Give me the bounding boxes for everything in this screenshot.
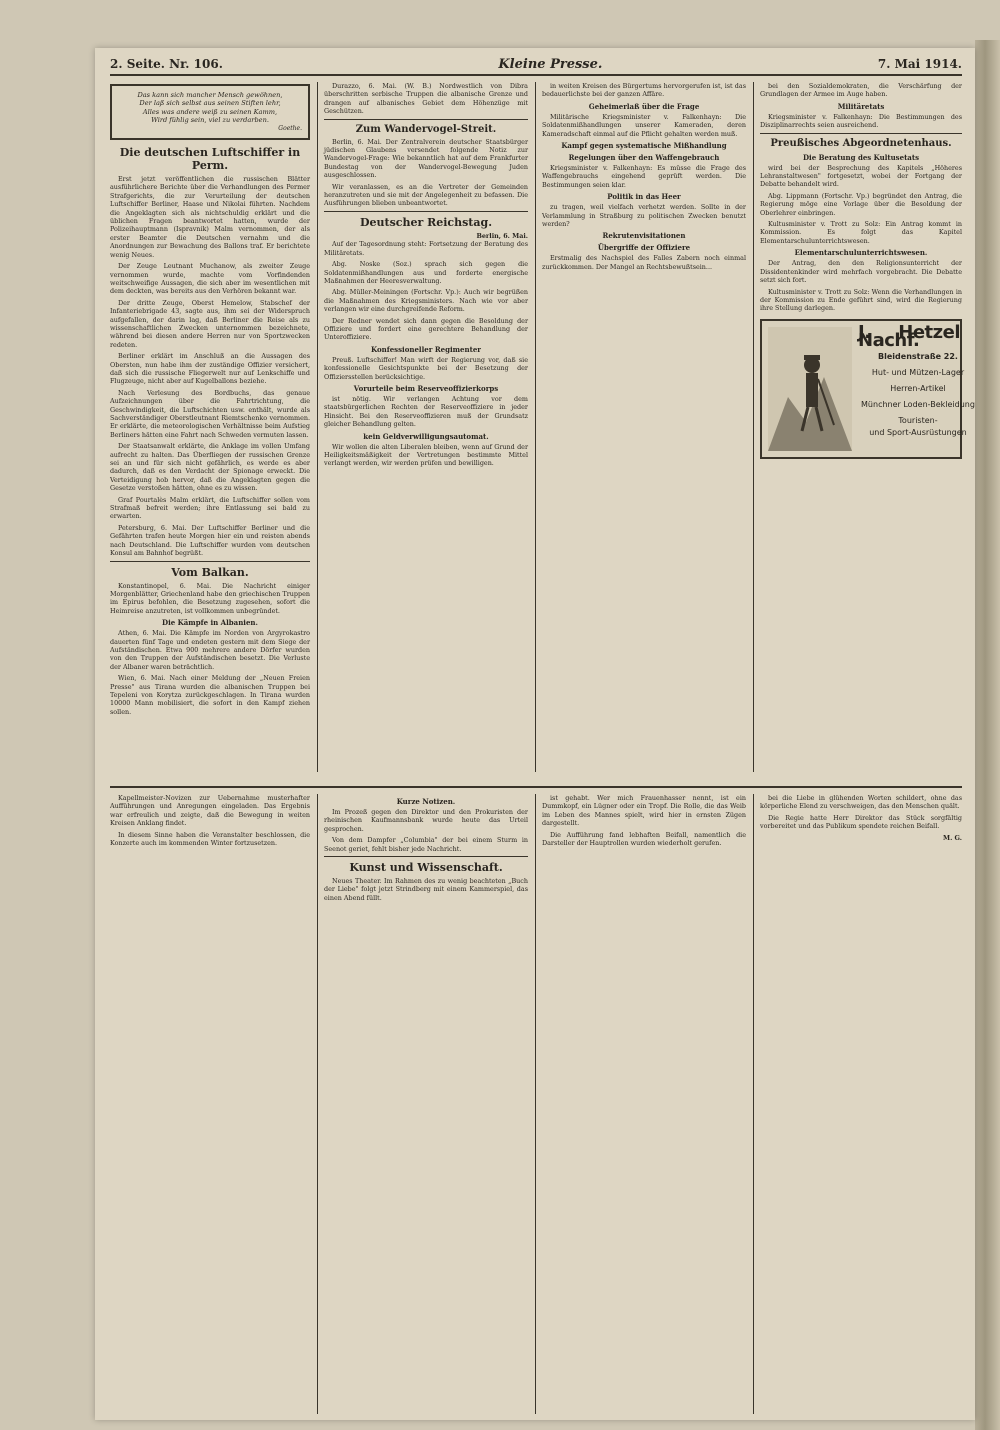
author-signature: M. G.	[943, 833, 962, 842]
article-headline: Kurze Notizen.	[396, 797, 456, 806]
column-rule	[535, 794, 536, 1414]
mountaineer-illustration	[768, 327, 852, 451]
article-subheading: Kampf gegen systematische Mißhandlung	[561, 141, 727, 151]
column-rule	[317, 82, 318, 772]
column-4	[760, 82, 975, 770]
column-rule	[753, 82, 754, 772]
article-paragraph: bei den Sozialdemokraten, die Verschärfung der Grundlagen der Armee im Auge haben.	[760, 82, 962, 99]
separator	[324, 119, 528, 120]
article-paragraph: Erstmalig des Nachspiel des Falles Zabern noch einmal zurückkommen. Der Mangel an Rechtsbewußtsein...	[542, 254, 746, 271]
article-subheading: Regelungen über den Waffengebrauch	[568, 153, 720, 163]
section-rule	[110, 786, 962, 788]
bottom-column-2	[324, 794, 528, 1412]
article-paragraph: Graf Pourtalès Malm erklärt, die Luftschiffer sollen vom Strafmaß befreit werden; ihre Entlassung sei bald zu erwarten.	[110, 495, 310, 521]
ad-line: Münchner Loden-Bekleidung	[861, 399, 975, 409]
article-paragraph: Durazzo, 6. Mai. (W. B.) Nordwestlich von Dibra überschritten serbische Truppen die albanische Grenze und drangen auf albanisches Gebiet dem Höhenzüge mit Geschützen.	[324, 82, 528, 116]
quote-line: Alles was andere weiß zu seinen Kamm,	[142, 107, 278, 116]
page-number: 2. Seite. Nr. 106.	[110, 57, 223, 71]
article-subheading: Konfessioneller Regimenter	[371, 344, 481, 354]
article-paragraph: Im Prozeß gegen den Direktor und den Prokuristen der rheinischen Kaufmannsbank wurde heute das Urteil gesprochen.	[324, 808, 528, 833]
article-subheading: Übergriffe der Offiziere	[597, 243, 691, 253]
column-1	[110, 82, 310, 770]
article-headline: Deutscher Reichstag.	[359, 215, 493, 229]
article-paragraph: Kultusminister v. Trott zu Solz: Wenn die Verhandlungen in der Kommission zu Ende geführt sind, wird die Regierung ihre Stellung darlegen.	[760, 287, 962, 313]
quote-author: Goethe.	[278, 124, 302, 132]
article-subheading: Militäretats	[837, 101, 885, 111]
column-3	[542, 82, 746, 770]
advertiser-name: J. Hetzel Nachf.	[858, 321, 960, 352]
quote-line: Wird fühlig sein, viel zu verdarben.	[151, 116, 269, 125]
article-paragraph: Berliner erklärt im Anschluß an die Aussagen des Obersten, nun habe ihm der zuständige Offizier versichert, daß sich die russische Fliegerwelt nur auf Lenkschiffe und Flugzeuge, nicht aber auf Kugelballons beziehe.	[110, 352, 310, 386]
issue-date: 7. Mai 1914.	[877, 57, 962, 71]
article-paragraph: Erst jetzt veröffentlichen die russischen Blätter ausführlichere Berichte über die Verhandlungen des Permer Strafgerichts, die zur Verurteilung der deutschen Luftschiffer Berliner, Haase und Nikolai führten. Nachdem die Angeklagten sich als nichtschuldig erklärt und die üblichen Fragen beantwortet hatten, wurde der Polizeihauptmann (Ispravnik) Malm vernommen, der als erster Beamter die Deutschen vernahm und die Anordnungen zur Bewachung des Ballons traf. Er berichtete wenig Neues.	[110, 175, 310, 259]
column-rule	[317, 794, 318, 1414]
article-lead: Auf der Tagesordnung steht: Fortsetzung der Beratung des Militäretats.	[324, 240, 528, 257]
dateline: Berlin, 6. Mai.	[476, 231, 528, 240]
article-subheading: Elementarschulunterrichtswesen.	[794, 248, 928, 258]
article-paragraph: Kultusminister v. Trott zu Solz: Ein Antrag kommt in Kommission. Es folgt das Kapitel Elementarschulunterrichtswesen.	[760, 220, 962, 245]
article-subheading: kein Geldverwilligungsautomat.	[363, 431, 489, 441]
article-subheading: Die Beratung des Kultusetats	[802, 152, 920, 162]
article-paragraph: ist gehabt. Wer mich Frauenhasser nennt, ist ein Dummkopf, ein Lügner oder ein Tropf. Die Rolle, die das Weib im Leben des Mannes spielt, wird hier in ernsten Zügen dargestellt.	[542, 794, 746, 828]
article-paragraph: Preuß. Luftschiffer! Man wirft der Regierung vor, daß sie konfessionelle Gesichtspunkte bei der Besetzung der Offiziersstellen berücksichtige.	[324, 355, 528, 381]
article-paragraph: Kriegsminister v. Falkenhayn: Es müsse die Frage des Waffengebrauchs eingehend geprüft werden. Die Bestimmungen seien klar.	[542, 164, 746, 189]
article-paragraph: Neues Theater. Im Rahmen des zu wenig beachteten „Buch der Liebe" folgt jetzt Strindberg mit einem Kammerspiel, das einen Abend füllt.	[324, 877, 528, 902]
article-paragraph: ist nötig. Wir verlangen Achtung vor dem staatsbürgerlichen Rechten der Reserveoffiziere in jeder Hinsicht. Bei den Reserveoffizieren muß der Grundsatz gleicher Behandlung gelten.	[324, 394, 528, 429]
ad-line: und Sport-Ausrüstungen	[869, 427, 967, 437]
article-paragraph: Militärische Kriegsminister v. Falkenhayn: Die Soldatenmißhandlungen unserer Kameraden, deren Kameradschaft einmal auf die Pflicht gehalten werden muß.	[542, 112, 746, 138]
article-paragraph: zu tragen, weil vielfach verhetzt werden. Sollte in der Verlammlung in Straßburg zu politischen Zwecken benutzt werden?	[542, 203, 746, 229]
article-headline: Kunst und Wissenschaft.	[349, 861, 503, 875]
bottom-column-4	[760, 794, 962, 1412]
column-rule	[535, 82, 536, 772]
separator	[110, 561, 310, 562]
article-paragraph: Der Staatsanwalt erklärte, die Anklage im vollen Umfang aufrecht zu halten. Das Überfliegen der russischen Grenze sei an und für sich nicht gefährlich, es werde es aber dadurch, daß es den Verdacht der Spionage erweckt. Die Verteidigung hob hervor, daß die Angeklagten gegen die Gesetze verstoßen hätten, ohne es zu wissen.	[110, 442, 310, 493]
article-subheading: Vorurteile beim Reserveoffizierkorps	[353, 383, 499, 393]
article-paragraph: in weiten Kreisen des Bürgertums hervorgerufen ist, ist das bedauerlichste bei der ganzen Affäre.	[542, 82, 746, 99]
article-paragraph: Wir veranlassen, es an die Vertreter der Gemeinden heranzutreten und sie mit der Angelegenheit zu befassen. Die Ausführungen blieben unbeantwortet.	[324, 182, 528, 208]
article-paragraph: Konstantinopel, 6. Mai. Die Nachricht einiger Morgenblätter, Griechenland habe den griechischen Truppen im Epirus befohlen, die Besetzung zugesehen, sofort die Heimreise anzutreten, ist vollkommen unbegründet.	[110, 581, 310, 615]
article-paragraph: Abg. Müller-Meiningen (Fortschr. Vp.): Auch wir begrüßen die Maßnahmen des Kriegsministers. Nach wie vor aber verlangen wir eine durchgreifende Reform.	[324, 288, 528, 314]
ad-line: Hut- und Mützen-Lager	[871, 367, 965, 377]
article-paragraph: Abg. Lippmann (Fortschr. Vp.) begründet den Antrag, die Regierung möge eine Vorlage über die Besoldung der Oberlehrer einbringen.	[760, 191, 962, 217]
article-headline: Die deutschen Luftschiffer in Perm.	[119, 146, 301, 173]
article-headline: Vom Balkan.	[171, 565, 249, 579]
ad-line: Herren-Artikel	[890, 383, 946, 393]
quote-box	[110, 84, 310, 140]
quote-line: Das kann sich mancher Mensch gewöhnen,	[137, 91, 283, 99]
article-paragraph: Wien, 6. Mai. Nach einer Meldung der „Neuen Freien Presse" aus Tirana wurden die albanischen Truppen bei Tepeleni von Korytza zurückgeschlagen. In Tirana wurden 10000 Mann mobilisiert, die sofort in den Kampf ziehen sollen.	[110, 674, 310, 716]
bottom-column-1	[110, 794, 310, 1412]
article-paragraph: Kapellmeister-Novizen zur Uebernahme musterhafter Aufführungen und Anregungen eingeladen. Das Ergebnis war erfreulich und zeigte, daß die Bewegung in weiten Kreisen Anklang findet.	[110, 794, 310, 828]
article-paragraph: Der Zeuge Leutnant Muchanow, als zweiter Zeuge vernommen wurde, machte vom Vorfindenden weitschweifige Aussagen, die sich aber im wesentlichen mit dem deckten, was bereits aus den Verhören bekannt war.	[110, 262, 310, 296]
advertisement	[760, 319, 975, 459]
bottom-column-3	[542, 794, 746, 1412]
article-paragraph: Kriegsminister v. Falkenhayn: Die Bestimmungen des Disziplinarrechts seien ausreichend.	[760, 112, 962, 130]
article-paragraph: Die Regie hatte Herr Direktor das Stück sorgfältig vorbereitet und das Publikum spendete reichen Beifall.	[760, 813, 962, 831]
ad-line: Touristen-	[898, 415, 938, 425]
column-rule	[753, 794, 754, 1414]
article-subheading: Rekrutenvisitationen	[602, 231, 686, 241]
article-paragraph: Wir wollen die alten Liberalen bleiben, wenn auf Grund der Heiligkeitsmäßigkeit der Vertretungen bestimmte Mittel verlangt werden, wir werden prüfen und bewilligen.	[324, 442, 528, 468]
separator	[324, 211, 528, 212]
article-paragraph: bei die Liebe in glühenden Worten schildert, ohne das körperliche Elend zu verschweigen, das den Menschen quält.	[760, 794, 962, 811]
column-2	[324, 82, 528, 770]
quote-line: Der laß sich selbst aus seinen Stiften lehr,	[139, 99, 281, 108]
article-headline: Preußisches Abgeordnetenhaus.	[770, 137, 952, 149]
masthead	[110, 54, 962, 76]
newspaper-title: Kleine Presse.	[498, 56, 603, 72]
advertiser-address: Bleidenstraße 22.	[878, 351, 958, 361]
separator	[760, 133, 962, 134]
article-paragraph: Berlin, 6. Mai. Der Zentralverein deutscher Staatsbürger jüdischen Glaubens versendet folgende Notiz zur Wandervogel-Frage: Wie bekanntlich hat auf dem Frankfurter Bundestag von der Wandervogel-Bewegung Juden ausgeschlossen.	[324, 137, 528, 180]
article-paragraph: Nach Verlesung des Bordbuchs, das genaue Aufzeichnungen über die Fahrtrichtung, die Geschwindigkeit, die Luftschichten usw. enthält, wurde als Sachverständiger Oberstleutnant Riemtschenko vernommen. Er erklärte, die meteorologischen Verhältnisse beim Aufstieg Berliners hätten eine Fahrt nach Schweden vermuten lassen.	[110, 388, 310, 439]
article-paragraph: Der dritte Zeuge, Oberst Hemelow, Stabschef der Infanteriebrigade 43, sagte aus, ihm sei der Widerspruch aufgefallen, der darin lag, daß Berliner die Reise als zu wissenschaftlichen Zwecken unternommen bezeichnete, während bei diesen andere Herren nur von Sportzwecken redeten.	[110, 298, 310, 349]
article-subheading: Die Kämpfe in Albanien.	[162, 618, 258, 628]
article-paragraph: Petersburg, 6. Mai. Der Luftschiffer Berliner und die Gefährten trafen heute Morgen hier ein und reisten abends nach Deutschland. Die Luftschiffer wurden vom deutschen Konsul am Bahnhof begrüßt.	[110, 523, 310, 558]
page-edge	[975, 40, 1000, 1430]
article-headline: Zum Wandervogel-Streit.	[355, 123, 497, 135]
article-subheading: Geheimerlaß über die Frage	[588, 101, 700, 111]
article-paragraph: Athen, 6. Mai. Die Kämpfe im Norden von Argyrokastro dauerten fünf Tage und endeten gestern mit dem Siege der Aufständischen. Etwa 900 mehrere andere Dörfer wurden von den Truppen der Aufständischen besetzt. Die Verluste der Albaner waren beträchtlich.	[110, 629, 310, 671]
newspaper-page	[95, 48, 975, 1420]
article-paragraph: In diesem Sinne haben die Veranstalter beschlossen, die Konzerte auch im kommenden Winter fortzusetzen.	[110, 830, 310, 848]
article-paragraph: Abg. Noske (Soz.) sprach sich gegen die Soldatenmißhandlungen aus und forderte energische Maßnahmen der Heeresverwaltung.	[324, 260, 528, 285]
article-paragraph: wird bei der Besprechung des Kapitels „Höheres Lehranstaltwesen" fortgesetzt, wobei der Fortgang der Debatte behandelt wird.	[760, 163, 962, 189]
separator	[324, 856, 528, 857]
article-paragraph: Von dem Dampfer „Columbia" der bei einem Sturm in Seenot geriet, fehlt bisher jede Nachricht.	[324, 836, 528, 853]
article-subheading: Politik in das Heer	[607, 192, 681, 202]
article-paragraph: Der Redner wendet sich dann gegen die Besoldung der Offiziere und fordert eine gerechtere Behandlung der Unteroffiziere.	[324, 316, 528, 342]
article-paragraph: Die Aufführung fand lebhaften Beifall, namentlich die Darsteller der Hauptrollen wurden wiederholt gerufen.	[542, 830, 746, 848]
article-paragraph: Der Antrag, den den Religionsunterricht der Dissidentenkinder wird mehrfach vorgebracht. Die Debatte setzt sich fort.	[760, 259, 962, 285]
